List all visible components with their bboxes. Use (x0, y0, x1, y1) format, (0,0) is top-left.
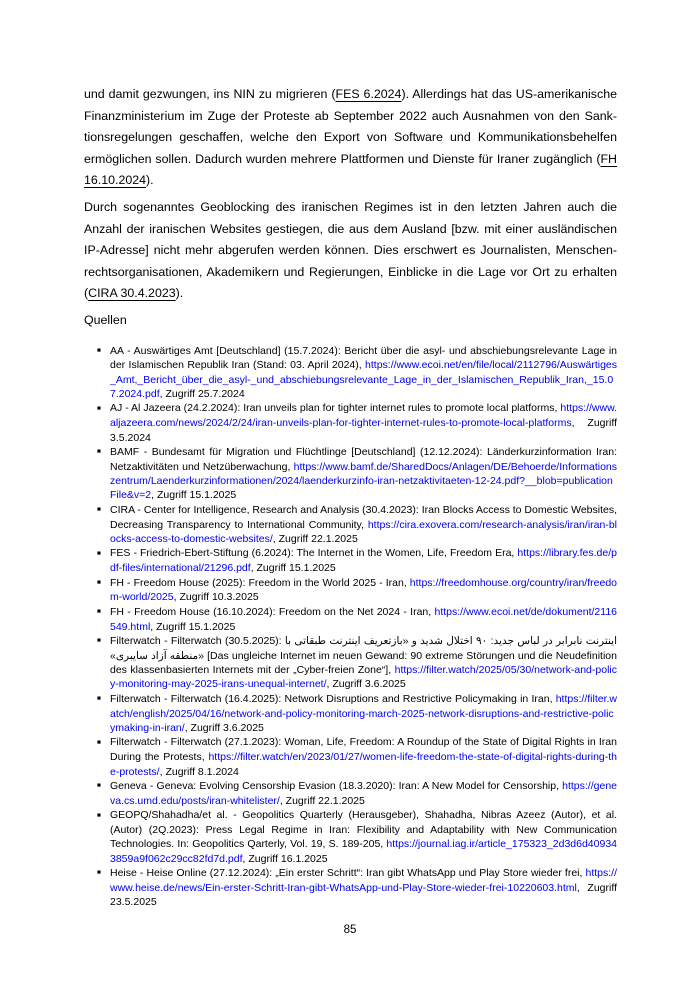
bullet-square-icon: ■ (97, 608, 101, 616)
text-segment: FH - Freedom House (16.10.2024): Freedom on the Net 2024 - Iran, (110, 605, 435, 618)
source-entry (84, 546, 617, 575)
source-entry-text (110, 780, 617, 807)
text-segment: ). (175, 286, 184, 301)
source-entry (84, 576, 617, 605)
text-segment: , Zugriff 23.5.2025 (110, 881, 617, 909)
text-segment: , Zugriff 15.1.2025 (150, 620, 236, 633)
source-entry-text (110, 345, 617, 401)
text-segment: , Zugriff 16.1.2025 (242, 852, 328, 865)
source-entry (84, 634, 617, 692)
source-entry (84, 735, 617, 779)
bullet-square-icon: ■ (97, 506, 101, 514)
text-segment: Filterwatch - Filterwatch (16.4.2025): Network Disruptions and Restrictive Policymaking in Iran, (110, 692, 556, 705)
text-segment: , Zugriff 22.1.2025 (279, 794, 365, 807)
url-link[interactable]: https://www.bamf.de/SharedDocs/Anlagen/DE/Behoerde/Informationszentrum/Laenderkurzinformationen/2024/laenderkurzinfo-iran-netzaktivitaeten-12-24.pdf?__blob=publicationFile&v=2 (110, 460, 617, 502)
text-segment: CIRA - Center for Intelligence, Research and Analysis (30.4.2023): Iran Blocks Access to Domestic Websites, Decreasing Transparency to International Community, (110, 503, 617, 531)
url-link[interactable]: https://freedomhouse.org/country/iran/freedom-world/2025 (110, 576, 617, 604)
text-segment: , Zugriff 8.1.2024 (159, 765, 239, 778)
url-link[interactable]: https://filter.watch/2025/05/30/network-and-policy-monitoring-may-2025-irans-unequal-internet/ (110, 664, 617, 691)
text-segment: GEOPQ/Shahadha/et al. - Geopolitics Quarterly (Herausgeber), Shahadha, Nibras Azeez (Autor), et al. (Autor) (2Q.2023): Press Legal Regime in Iran: Flexibility and Adaptability with New Communication Technologies. In: Geopolitics Qarterly, Vol. 19, S. 189-205, (110, 809, 617, 851)
bullet-square-icon: ■ (97, 695, 101, 703)
body-paragraph-2 (84, 197, 617, 305)
source-entry-text (110, 504, 617, 545)
bullet-square-icon: ■ (97, 782, 101, 790)
source-entry-text (110, 606, 617, 633)
source-entry-text (110, 736, 617, 777)
source-entry (84, 503, 617, 547)
text-segment: FH - Freedom House (2025): Freedom in the World 2025 - Iran, (110, 576, 410, 589)
bullet-square-icon: ■ (97, 738, 101, 746)
page-content (84, 84, 617, 909)
text-segment: Filterwatch - Filterwatch (27.1.2023): Woman, Life, Freedom: A Roundup of the State of Digital Rights in Iran During the Protests, (110, 736, 617, 764)
internal-reference-link[interactable]: FES 6.2024 (335, 87, 402, 101)
text-segment: FES - Friedrich-Ebert-Stiftung (6.2024): The Internet in the Women, Life, Freedom Era, (110, 547, 518, 560)
source-entry (84, 866, 617, 910)
bullet-square-icon: ■ (97, 637, 101, 645)
text-segment: ). Allerdings hat das US-amerikanische Finanzministerium im Zuge der Proteste ab September 2022 auch Ausnahmen von den Sanktionsregelungen geschaffen, welche den Export von Software und Kommunikationsbehelfen ermöglichen sollen. Dadurch wurden mehrere Plattformen und Dienste für Iraner zugänglich ( (84, 87, 617, 166)
source-entry-text (110, 577, 617, 604)
bullet-square-icon: ■ (97, 448, 101, 456)
url-link[interactable]: https://filter.watch/en/2023/01/27/women-life-freedom-the-state-of-digital-rights-during-the-protests/ (110, 751, 617, 778)
page-number: 85 (343, 924, 357, 936)
url-link[interactable]: https://cira.exovera.com/research-analysis/iran/iran-blocks-access-to-domestic-websites/ (110, 518, 617, 545)
text-segment: AA - Auswärtiges Amt [Deutschland] (15.7.2024): Bericht über die asyl- und abschiebungsrelevante Lage in der Islamischen Republik Iran (Stand: 03. April 2024), (110, 344, 617, 372)
source-entry-text (110, 402, 617, 443)
bullet-square-icon: ■ (97, 549, 101, 557)
url-link[interactable]: https://www.ecoi.net/de/dokument/2116549.html (110, 605, 617, 633)
url-link[interactable]: https://www.ecoi.net/en/file/local/2112796/Auswärtiges_Amt,_Bericht_über_die_asyl-_und_abschiebungsrelevante_Lage_in_der_Islamischen_Republik_Iran,_15.07.2024.pdf (110, 359, 617, 401)
text-segment: ). (146, 173, 154, 188)
text-segment: [Das ungleiche Internet im neuen Gewand: 90 extreme Störungen und die Neudefinition des klassenbasierten Internets mit der „Cyber-freien Zone“], (110, 649, 617, 677)
persian-title-text: اینترنت نابرابر در لباس جدید: ۹۰ اختلال شدید و «بازتعریف اینترنت طبقاتی با «منطقه آزاد سایبری» (110, 634, 617, 662)
sources-list (84, 344, 617, 910)
source-entry-text (110, 635, 617, 691)
body-paragraph-1 (84, 84, 617, 192)
source-entry (84, 605, 617, 634)
source-entry-text (110, 809, 617, 865)
text-segment: , Zugriff 3.6.2025 (326, 678, 406, 691)
bullet-square-icon: ■ (97, 869, 101, 877)
text-segment: AJ - Al Jazeera (24.2.2024): Iran unveils plan for tighter internet rules to promote local platforms, (110, 402, 561, 415)
url-link[interactable]: https://filter.watch/english/2025/04/16/network-and-policy-monitoring-march-2025-network-disruptions-and-restrictive-policymaking-in-iran/ (110, 692, 617, 734)
source-entry-text (110, 547, 617, 574)
text-segment: , Zugriff 10.3.2025 (173, 591, 259, 604)
text-segment: und damit gezwungen, ins NIN zu migrieren ( (84, 87, 336, 101)
text-segment: , Zugriff 25.7.2024 (159, 388, 245, 401)
text-segment: BAMF - Bundesamt für Migration und Flüchtlinge [Deutschland] (12.12.2024): Länderkurzinformation Iran: Netzaktivitäten und Netzüberwachung, (110, 445, 617, 473)
source-entry (84, 692, 617, 736)
source-entry (84, 344, 617, 402)
text-segment: , Zugriff 15.1.2025 (151, 489, 237, 502)
url-link[interactable]: https://geneva.cs.umd.edu/posts/iran-whitelister/ (110, 779, 617, 807)
text-segment: , Zugriff 15.1.2025 (250, 562, 336, 575)
sources-heading: Quellen (84, 312, 127, 327)
bullet-square-icon: ■ (97, 579, 101, 587)
bullet-square-icon: ■ (97, 347, 101, 355)
internal-reference-link[interactable]: FH 16.10.2024 (84, 151, 617, 188)
text-segment: Heise - Heise Online (27.12.2024): „Ein erster Schritt“: Iran gibt WhatsApp und Play Store wieder frei, (110, 866, 586, 879)
source-entry-text (110, 867, 617, 908)
internal-reference-link[interactable]: CIRA 30.4.2023 (88, 286, 176, 301)
url-link[interactable]: https://www.aljazeera.com/news/2024/2/24/iran-unveils-plan-for-tighter-internet-rules-to-promote-local-platforms (110, 402, 617, 430)
source-entry-text (110, 693, 617, 734)
bullet-square-icon: ■ (97, 811, 101, 819)
text-segment: Filterwatch - Filterwatch (30.5.2025): (110, 634, 285, 647)
source-entry (84, 779, 617, 808)
text-segment: , Zugriff 3.6.2025 (184, 721, 264, 734)
url-link[interactable]: https://www.heise.de/news/Ein-erster-Schritt-Iran-gibt-WhatsApp-und-Play-Store-wieder-frei-10220603.html (110, 866, 617, 894)
bullet-square-icon: ■ (97, 404, 101, 412)
source-entry (84, 401, 617, 445)
source-entry-text (110, 446, 617, 502)
url-link[interactable]: https://journal.iag.ir/article_175323_2d3d6d409343859a9f062c29cc82fd7d.pdf (110, 838, 617, 865)
text-segment: , Zugriff 22.1.2025 (272, 533, 358, 545)
url-link[interactable]: https://library.fes.de/pdf-files/international/21296.pdf (110, 547, 617, 575)
source-entry (84, 445, 617, 503)
text-segment: Geneva - Geneva: Evolving Censorship Evasion (18.3.2020): Iran: A New Model for Censorship, (110, 779, 563, 792)
text-segment: , Zugriff 3.5.2024 (110, 417, 617, 444)
text-segment: Durch sogenanntes Geoblocking des iranischen Regimes ist in den letzten Jahren auch die Anzahl der iranischen Websites gestiegen, die aus dem Ausland [bzw. mit einer ausländischen IP-Adresse] nicht mehr abgerufen werden können. Dies erschwert es Journalisten, Menschenrechtsorganisationen, Akademikern und Regierungen, Einblicke in die Lage vor Ort zu erhalten ( (84, 199, 617, 301)
source-entry (84, 808, 617, 866)
